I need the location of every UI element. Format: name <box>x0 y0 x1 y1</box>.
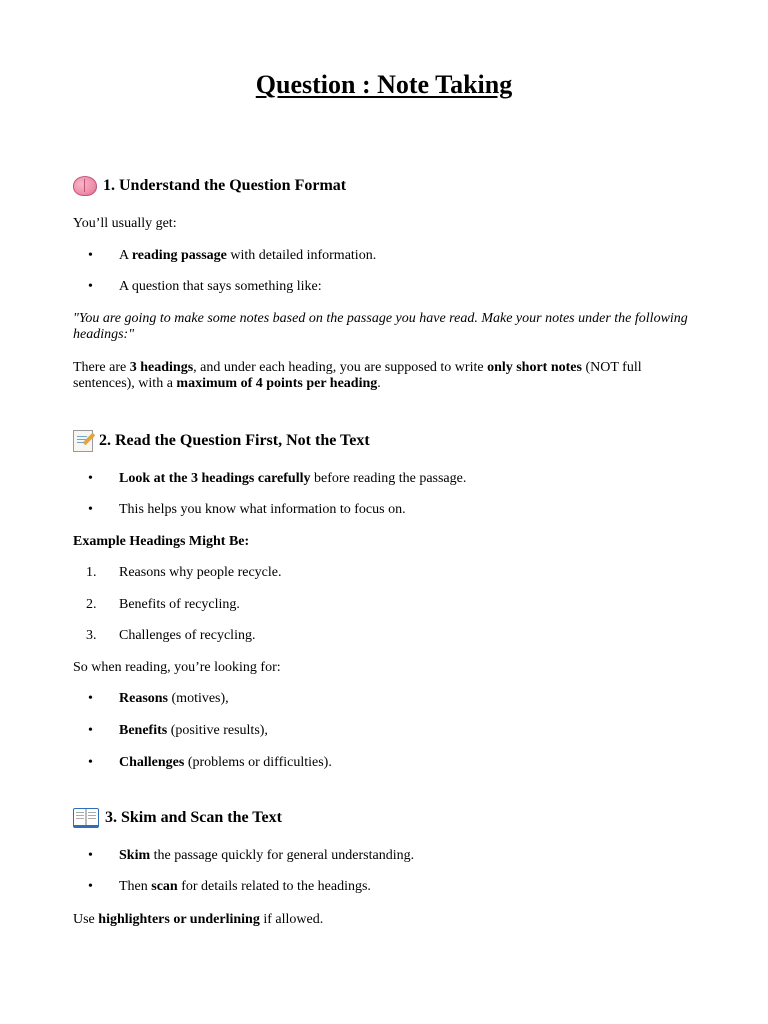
section-heading-3 <box>73 808 282 828</box>
list-item: • Benefits (positive results), <box>88 723 268 738</box>
list-item: • Skim the passage quickly for general understanding. <box>88 848 415 863</box>
bullet-marker: • <box>88 471 93 486</box>
number-marker: 1. <box>86 565 97 580</box>
headings-explanation: There are 3 headings, and under each heading, you are supposed to write only short notes (NOT full sentences), with a maximum of 4 points per heading. <box>73 360 642 391</box>
open-book-icon <box>73 808 99 828</box>
number-marker: 3. <box>86 628 97 643</box>
section-heading-1 <box>73 176 346 196</box>
bullet-marker: • <box>88 848 93 863</box>
list-item: • Look at the 3 headings carefully before reading the passage. <box>88 471 467 486</box>
bullet-marker: • <box>88 279 93 294</box>
section1-intro: You’ll usually get: <box>73 216 177 231</box>
list-item: • Then scan for details related to the headings. <box>88 879 371 894</box>
number-marker: 2. <box>86 597 97 612</box>
bullet-marker: • <box>88 755 93 770</box>
bullet-marker: • <box>88 502 93 517</box>
list-item: • A reading passage with detailed information. <box>88 248 377 263</box>
bullet-marker: • <box>88 248 93 263</box>
tip-text: Use highlighters or underlining if allowed. <box>73 912 324 927</box>
list-item: • Reasons (motives), <box>88 691 229 706</box>
list-item: • This helps you know what information to focus on. <box>88 502 406 517</box>
list-item: • A question that says something like: <box>88 279 322 294</box>
section-heading-1-text: 1. Understand the Question Format <box>103 177 347 194</box>
memo-icon <box>73 430 93 452</box>
section-heading-3-text: 3. Skim and Scan the Text <box>105 809 282 826</box>
numbered-item: 3. Challenges of recycling. <box>86 628 256 643</box>
numbered-item: 1. Reasons why people recycle. <box>86 565 282 580</box>
page-title: Question : Note Taking <box>255 70 513 99</box>
section-heading-2 <box>73 430 370 452</box>
bullet-marker: • <box>88 691 93 706</box>
looking-for-text: So when reading, you’re looking for: <box>73 660 281 675</box>
section-heading-2-text: 2. Read the Question First, Not the Text <box>99 432 370 449</box>
bullet-marker: • <box>88 723 93 738</box>
quote-text: "You are going to make some notes based on the passage you have read. Make your notes under the following headings:" <box>73 311 688 342</box>
numbered-item: 2. Benefits of recycling. <box>86 597 240 612</box>
bullet-marker: • <box>88 879 93 894</box>
brain-icon <box>73 176 97 196</box>
example-headings-label: Example Headings Might Be: <box>73 534 250 549</box>
list-item: • Challenges (problems or difficulties). <box>88 755 332 770</box>
